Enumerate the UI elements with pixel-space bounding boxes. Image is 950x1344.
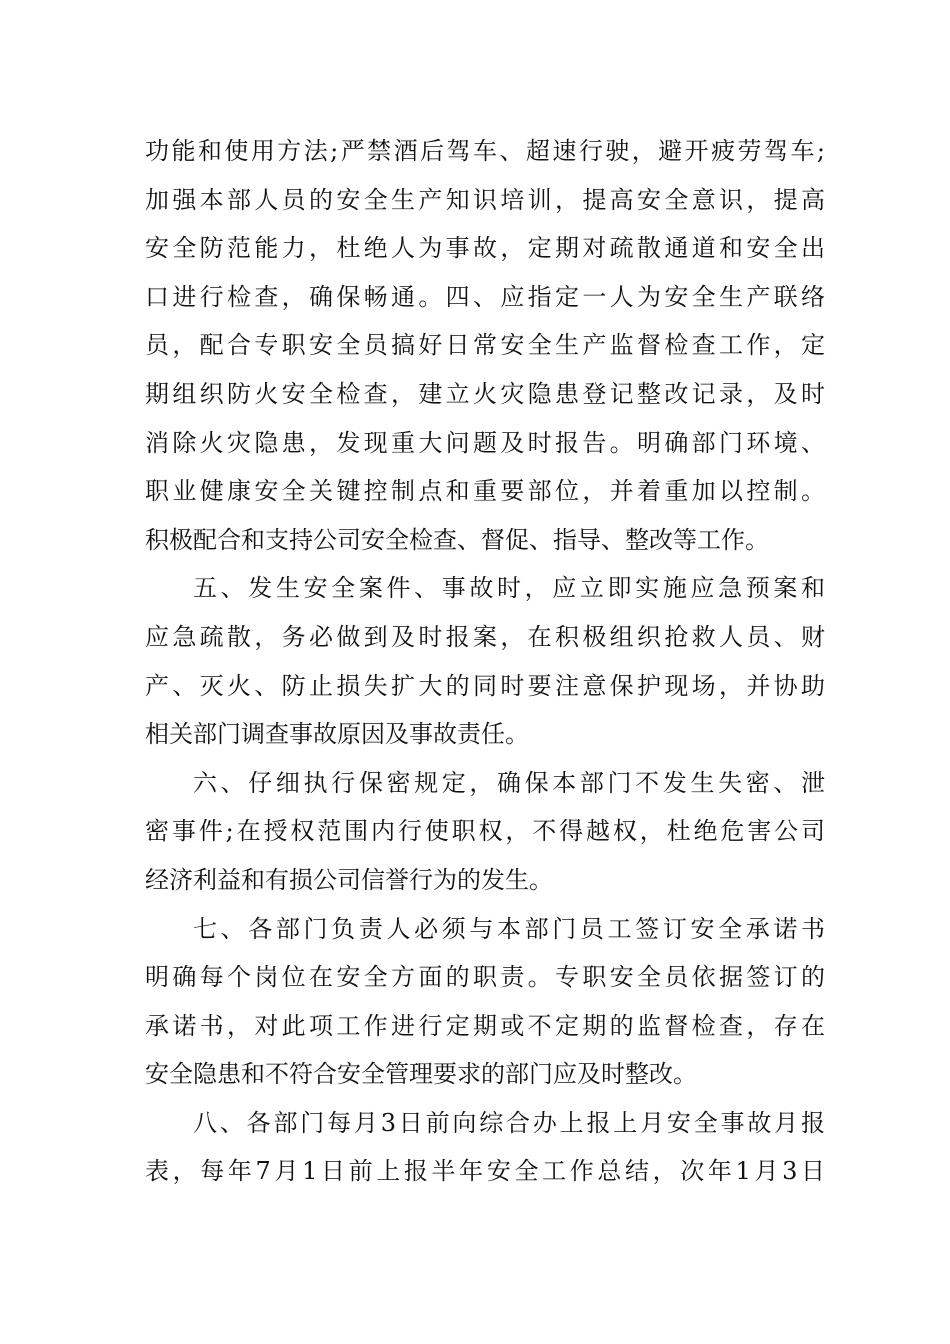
text-line: 经济利益和有损公司信誉行为的发生。 bbox=[145, 865, 553, 894]
text-line: 积极配合和支持公司安全检查、督促、指导、整改等工作。 bbox=[145, 525, 769, 554]
paragraph-8-start: 八、各部门每月3日前向综合办上报上月安全事故月报 bbox=[193, 1108, 825, 1137]
paragraph-6-start: 六、仔细执行保密规定，确保本部门不发生失密、泄 bbox=[193, 768, 825, 797]
text-line: 消除火灾隐患，发现重大问题及时报告。明确部门环境、 bbox=[145, 428, 825, 457]
text-line: 密事件;在授权范围内行使职权，不得越权，杜绝危害公司 bbox=[145, 817, 825, 846]
text-line: 安全隐患和不符合安全管理要求的部门应及时整改。 bbox=[145, 1060, 697, 1089]
text-line: 期组织防火安全检查，建立火灾隐患登记整改记录，及时 bbox=[145, 379, 825, 408]
paragraph-7-start: 七、各部门负责人必须与本部门员工签订安全承诺书 bbox=[193, 914, 825, 943]
text-line: 相关部门调查事故原因及事故责任。 bbox=[145, 720, 529, 749]
text-line: 职业健康安全关键控制点和重要部位，并着重加以控制。 bbox=[145, 477, 825, 506]
text-line: 加强本部人员的安全生产知识培训，提高安全意识，提高 bbox=[145, 185, 825, 214]
text-line: 明确每个岗位在安全方面的职责。专职安全员依据签订的 bbox=[145, 963, 825, 992]
paragraph-5-start: 五、发生安全案件、事故时，应立即实施应急预案和 bbox=[193, 574, 825, 603]
text-line: 表，每年7月1日前上报半年安全工作总结，次年1月3日 bbox=[145, 1157, 825, 1186]
text-line: 口进行检查，确保畅通。四、应指定一人为安全生产联络 bbox=[145, 282, 825, 311]
text-line: 应急疏散，务必做到及时报案，在积极组织抢救人员、财 bbox=[145, 622, 825, 651]
text-line: 承诺书，对此项工作进行定期或不定期的监督检查，存在 bbox=[145, 1011, 825, 1040]
text-line: 产、灭火、防止损失扩大的同时要注意保护现场，并协助 bbox=[145, 671, 825, 700]
text-line: 安全防范能力，杜绝人为事故，定期对疏散通道和安全出 bbox=[145, 234, 825, 263]
text-line: 功能和使用方法;严禁酒后驾车、超速行驶，避开疲劳驾车; bbox=[145, 137, 825, 165]
text-line: 员，配合专职安全员搞好日常安全生产监督检查工作，定 bbox=[145, 331, 825, 360]
document-body bbox=[145, 127, 825, 1196]
